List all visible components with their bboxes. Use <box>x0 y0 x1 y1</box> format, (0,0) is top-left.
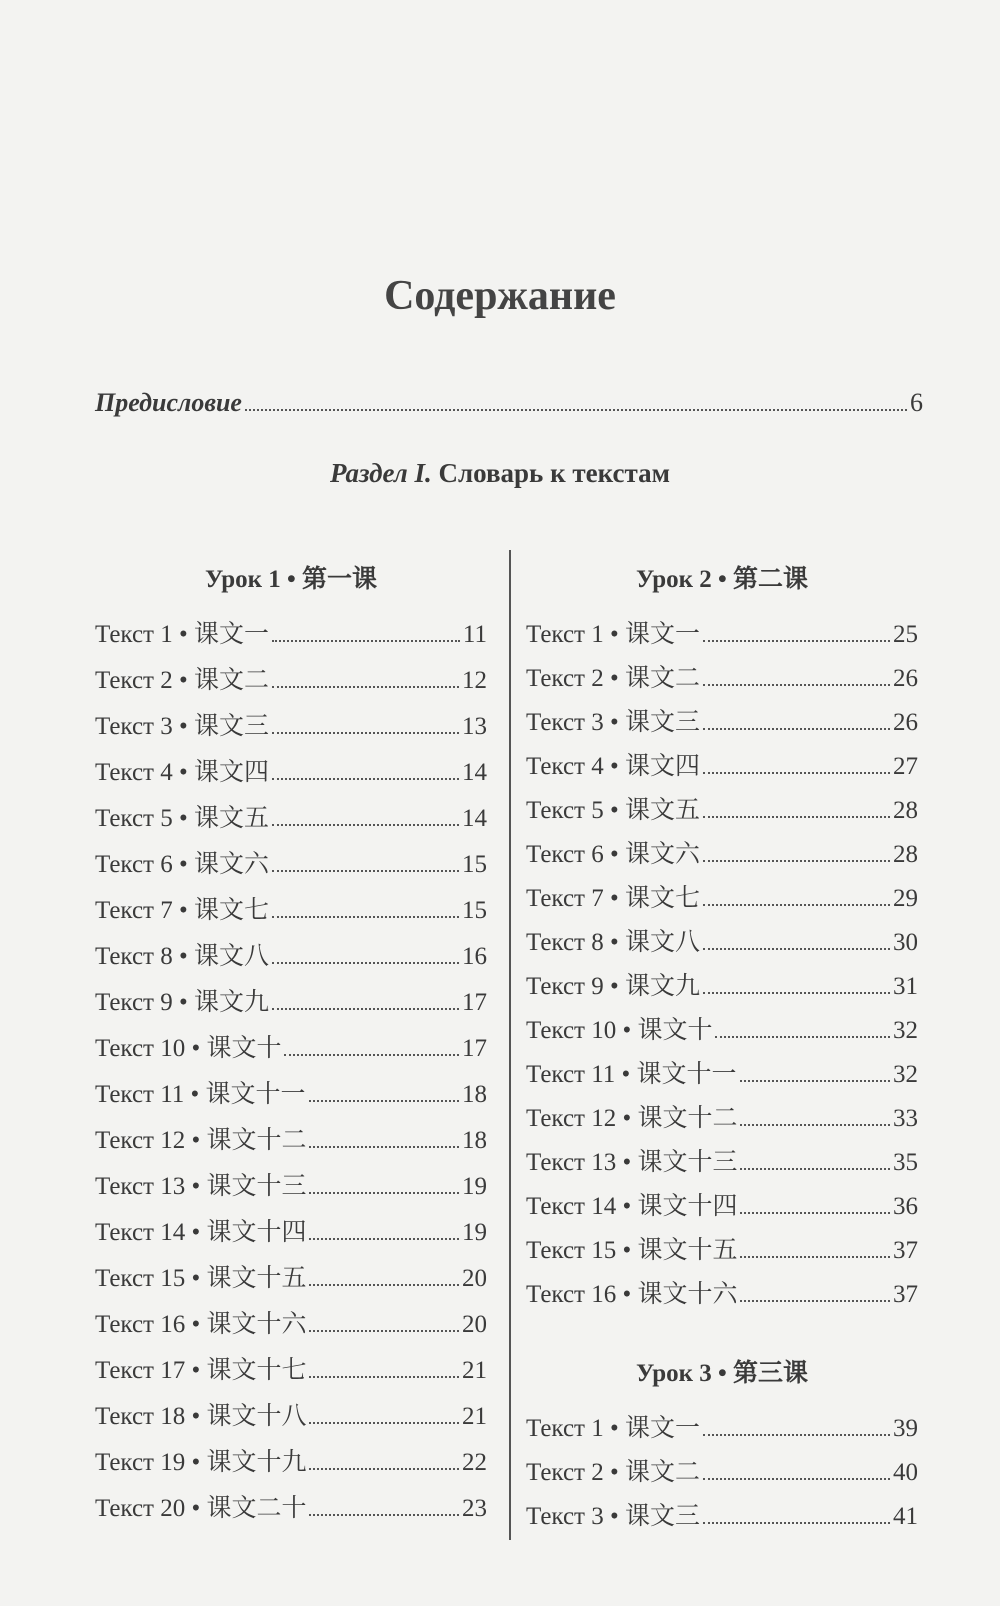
toc-entry-title: Текст 1 • 课文一 <box>95 621 269 648</box>
toc-entry-page: 35 <box>893 1149 918 1176</box>
toc-entry-page: 25 <box>893 621 918 648</box>
toc-entry[interactable] <box>526 791 918 835</box>
toc-entry-title: Текст 6 • 课文六 <box>526 841 700 868</box>
toc-entry-page: 32 <box>893 1017 918 1044</box>
toc-entry-page: 14 <box>462 805 487 832</box>
toc-entry-title: Текст 5 • 课文五 <box>95 805 269 832</box>
dot-leader <box>309 1330 459 1332</box>
toc-entry-page: 33 <box>893 1105 918 1132</box>
toc-entry-page: 19 <box>462 1173 487 1200</box>
dot-leader <box>272 824 459 826</box>
section-name: Словарь к текстам <box>438 458 670 488</box>
toc-entry-title: Текст 5 • 课文五 <box>526 797 700 824</box>
lesson-heading: Урок 3 • 第三课 <box>635 1360 809 1387</box>
toc-entry[interactable] <box>95 615 487 661</box>
toc-entry[interactable] <box>95 1121 487 1167</box>
toc-entry-page: 30 <box>893 929 918 956</box>
dot-leader <box>309 1422 459 1424</box>
dot-leader <box>309 1284 459 1286</box>
toc-entry[interactable] <box>526 967 918 1011</box>
toc-entry-page: 28 <box>893 797 918 824</box>
toc-entry-title: Текст 2 • 课文二 <box>526 665 700 692</box>
toc-entry-page: 17 <box>462 1035 487 1062</box>
section-number: Раздел I. <box>330 458 432 488</box>
toc-entry[interactable] <box>95 891 487 937</box>
toc-entry-title: Текст 11 • 课文十一 <box>95 1081 306 1108</box>
toc-entry-title: Текст 13 • 课文十三 <box>95 1173 307 1200</box>
lesson-heading: Урок 1 • 第一课 <box>204 566 378 593</box>
dot-leader <box>703 728 890 730</box>
dot-leader <box>309 1468 459 1470</box>
column-divider <box>509 550 511 1540</box>
lesson-list <box>526 1409 918 1541</box>
toc-entry-page: 22 <box>462 1449 487 1476</box>
toc-entry-page: 20 <box>462 1311 487 1338</box>
dot-leader <box>740 1124 890 1126</box>
dot-leader <box>703 1522 890 1524</box>
toc-entry[interactable] <box>95 1259 487 1305</box>
toc-entry-title: Текст 12 • 课文十二 <box>526 1105 738 1132</box>
toc-entry-page: 12 <box>462 667 487 694</box>
toc-entry-title: Текст 7 • 课文七 <box>95 897 269 924</box>
toc-entry-title: Текст 12 • 课文十二 <box>95 1127 307 1154</box>
dot-leader <box>309 1100 459 1102</box>
toc-entry-page: 17 <box>462 989 487 1016</box>
toc-entry[interactable] <box>526 879 918 923</box>
dot-leader <box>715 1036 890 1038</box>
toc-entry-title: Текст 17 • 课文十七 <box>95 1357 307 1384</box>
toc-entry-page: 41 <box>893 1503 918 1530</box>
toc-entry-title: Текст 15 • 课文十五 <box>526 1237 738 1264</box>
toc-entry[interactable] <box>95 1305 487 1351</box>
lesson-heading: Урок 2 • 第二课 <box>635 566 809 593</box>
dot-leader <box>703 860 890 862</box>
dot-leader <box>703 1478 890 1480</box>
toc-entry-title: Текст 16 • 课文十六 <box>526 1281 738 1308</box>
toc-entry[interactable] <box>95 1351 487 1397</box>
dot-leader <box>309 1238 459 1240</box>
toc-entry-title: Текст 8 • 课文八 <box>95 943 269 970</box>
dot-leader <box>309 1376 459 1378</box>
toc-entry-title: Текст 15 • 课文十五 <box>95 1265 307 1292</box>
toc-entry-title: Текст 10 • 课文十 <box>526 1017 713 1044</box>
toc-entry-title: Текст 6 • 课文六 <box>95 851 269 878</box>
toc-entry-page: 21 <box>462 1357 487 1384</box>
dot-leader <box>284 1054 459 1056</box>
toc-entry[interactable] <box>95 1397 487 1443</box>
toc-entry-title: Текст 7 • 课文七 <box>526 885 700 912</box>
toc-entry-page: 32 <box>893 1061 918 1088</box>
toc-entry-page: 19 <box>462 1219 487 1246</box>
toc-entry[interactable] <box>95 983 487 1029</box>
dot-leader <box>703 772 890 774</box>
dot-leader <box>703 904 890 906</box>
toc-entry[interactable] <box>95 1167 487 1213</box>
toc-entry-title: Текст 9 • 课文九 <box>526 973 700 1000</box>
preface-label: Предисловие <box>95 388 242 417</box>
toc-entry-title: Текст 20 • 课文二十 <box>95 1495 307 1522</box>
dot-leader <box>272 686 459 688</box>
dot-leader <box>272 732 459 734</box>
toc-entry-title: Текст 2 • 课文二 <box>526 1459 700 1486</box>
toc-entry-page: 15 <box>462 851 487 878</box>
toc-entry-page: 18 <box>462 1081 487 1108</box>
toc-entry-page: 26 <box>893 665 918 692</box>
toc-entry[interactable] <box>95 1489 487 1535</box>
lesson-list <box>526 615 918 1319</box>
toc-entry-page: 11 <box>462 621 487 648</box>
dot-leader <box>309 1146 459 1148</box>
toc-entry-page: 21 <box>462 1403 487 1430</box>
toc-entry[interactable] <box>95 1213 487 1259</box>
dot-leader <box>703 948 890 950</box>
toc-entry-title: Текст 1 • 课文一 <box>526 621 700 648</box>
toc-entry[interactable] <box>526 923 918 967</box>
toc-entry-title: Текст 4 • 课文四 <box>95 759 269 786</box>
dot-leader <box>703 640 890 642</box>
section-heading <box>0 458 1000 489</box>
toc-entry[interactable] <box>526 1453 918 1497</box>
toc-entry-page: 16 <box>462 943 487 970</box>
toc-entry[interactable] <box>526 703 918 747</box>
toc-entry-preface[interactable] <box>95 388 923 418</box>
toc-entry-page: 26 <box>893 709 918 736</box>
toc-entry-page: 40 <box>893 1459 918 1486</box>
toc-entry[interactable] <box>95 707 487 753</box>
toc-entry[interactable] <box>95 1029 487 1075</box>
toc-entry-title: Текст 19 • 课文十九 <box>95 1449 307 1476</box>
toc-entry-title: Текст 8 • 课文八 <box>526 929 700 956</box>
toc-entry[interactable] <box>95 1443 487 1489</box>
toc-entry-page: 29 <box>893 885 918 912</box>
toc-entry[interactable] <box>526 1275 918 1319</box>
toc-entry-title: Текст 3 • 课文三 <box>526 1503 700 1530</box>
toc-entry[interactable] <box>526 1187 918 1231</box>
lesson-list <box>95 615 487 1535</box>
toc-entry[interactable] <box>526 1011 918 1055</box>
toc-entry-page: 36 <box>893 1193 918 1220</box>
toc-entry-page: 31 <box>893 973 918 1000</box>
dot-leader <box>703 816 890 818</box>
toc-entry-page: 14 <box>462 759 487 786</box>
toc-entry-title: Текст 13 • 课文十三 <box>526 1149 738 1176</box>
toc-entry[interactable] <box>526 1055 918 1099</box>
toc-entry-page: 18 <box>462 1127 487 1154</box>
dot-leader <box>245 409 907 411</box>
preface-page: 6 <box>910 388 923 417</box>
dot-leader <box>703 1434 890 1436</box>
dot-leader <box>740 1212 890 1214</box>
toc-entry[interactable] <box>95 753 487 799</box>
toc-entry[interactable] <box>526 747 918 791</box>
toc-entry[interactable] <box>526 1409 918 1453</box>
toc-entry-title: Текст 14 • 课文十四 <box>95 1219 307 1246</box>
toc-entry[interactable] <box>526 615 918 659</box>
dot-leader <box>703 992 890 994</box>
toc-entry-title: Текст 2 • 课文二 <box>95 667 269 694</box>
toc-entry[interactable] <box>526 1231 918 1275</box>
dot-leader <box>272 870 459 872</box>
page-title: Содержание <box>384 273 616 319</box>
toc-entry[interactable] <box>95 799 487 845</box>
toc-entry[interactable] <box>95 937 487 983</box>
toc-entry-page: 37 <box>893 1237 918 1264</box>
toc-entry-page: 37 <box>893 1281 918 1308</box>
toc-entry-title: Текст 4 • 课文四 <box>526 753 700 780</box>
toc-entry[interactable] <box>526 1143 918 1187</box>
dot-leader <box>272 962 459 964</box>
toc-entry-page: 28 <box>893 841 918 868</box>
toc-entry[interactable] <box>526 659 918 703</box>
toc-entry-title: Текст 3 • 课文三 <box>95 713 269 740</box>
toc-entry-title: Текст 11 • 课文十一 <box>526 1061 737 1088</box>
toc-entry-page: 20 <box>462 1265 487 1292</box>
dot-leader <box>740 1168 890 1170</box>
toc-entry[interactable] <box>95 1075 487 1121</box>
toc-column-right <box>526 555 918 1541</box>
dot-leader <box>272 640 460 642</box>
toc-entry[interactable] <box>95 661 487 707</box>
toc-entry[interactable] <box>526 1099 918 1143</box>
toc-entry-title: Текст 3 • 课文三 <box>526 709 700 736</box>
toc-entry-title: Текст 1 • 课文一 <box>526 1415 700 1442</box>
toc-entry-title: Текст 9 • 课文九 <box>95 989 269 1016</box>
toc-entry-title: Текст 10 • 课文十 <box>95 1035 282 1062</box>
toc-entry-page: 15 <box>462 897 487 924</box>
toc-entry[interactable] <box>526 1497 918 1541</box>
toc-entry-title: Текст 16 • 课文十六 <box>95 1311 307 1338</box>
toc-entry-page: 23 <box>462 1495 487 1522</box>
toc-entry-title: Текст 14 • 课文十四 <box>526 1193 738 1220</box>
dot-leader <box>703 684 890 686</box>
dot-leader <box>740 1300 890 1302</box>
dot-leader <box>272 1008 459 1010</box>
dot-leader <box>740 1256 890 1258</box>
toc-entry[interactable] <box>526 835 918 879</box>
dot-leader <box>309 1192 459 1194</box>
dot-leader <box>272 916 459 918</box>
dot-leader <box>272 778 459 780</box>
toc-entry-title: Текст 18 • 课文十八 <box>95 1403 307 1430</box>
toc-entry-page: 13 <box>462 713 487 740</box>
toc-entry[interactable] <box>95 845 487 891</box>
dot-leader <box>740 1080 890 1082</box>
dot-leader <box>309 1514 459 1516</box>
toc-entry-page: 39 <box>893 1415 918 1442</box>
toc-column-left <box>95 555 487 1535</box>
toc-entry-page: 27 <box>893 753 918 780</box>
